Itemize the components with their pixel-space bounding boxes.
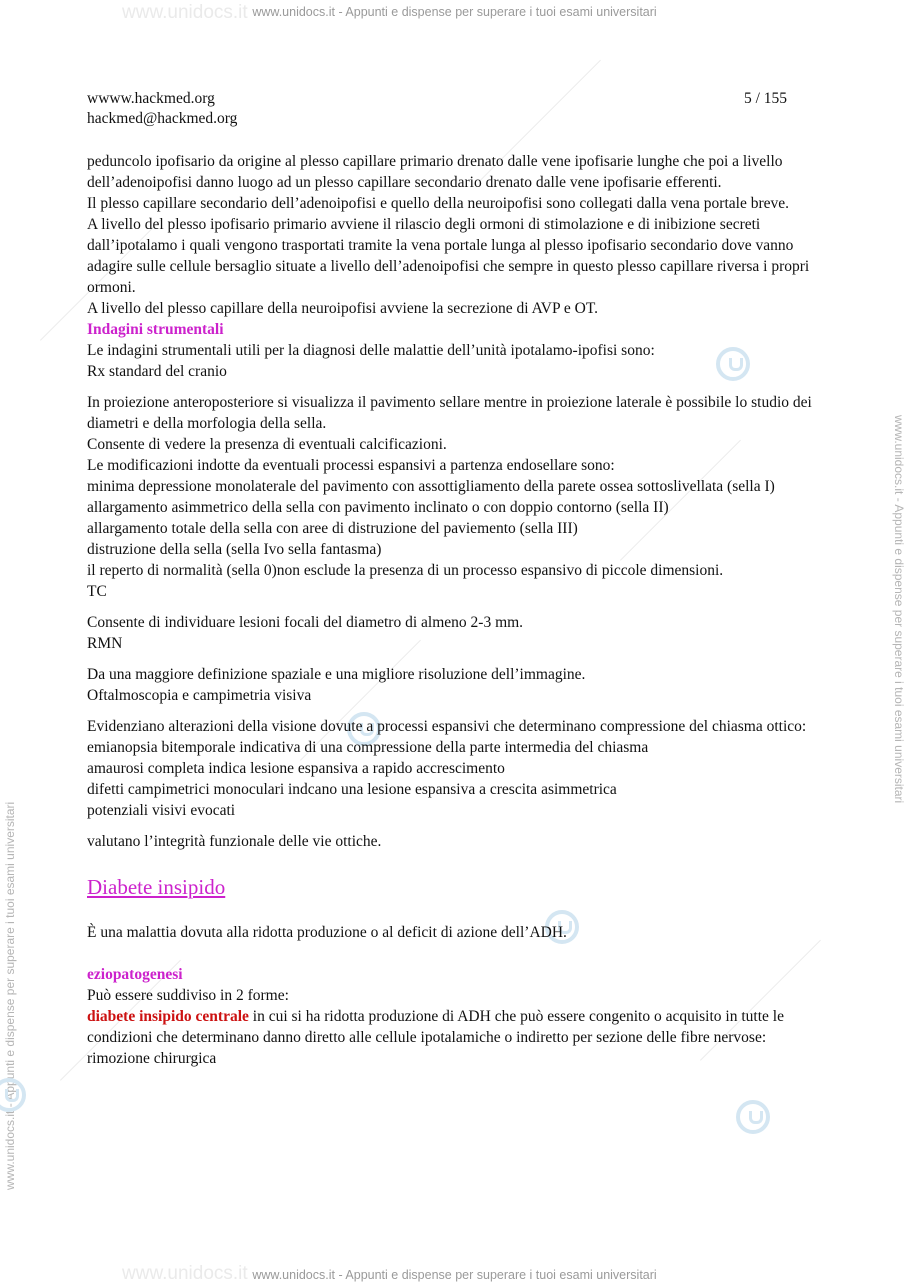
paragraph: Può essere suddiviso in 2 forme: — [87, 987, 289, 1004]
paragraph: Evidenziano alterazioni della visione dovute a processi espansivi che determinano compressione del chiasma ottico: — [87, 718, 807, 735]
item-heading-rmn: RMN — [87, 635, 123, 652]
watermark-side-right: www.unidocs.it - Appunti e dispense per superare i tuoi esami universitari — [892, 415, 906, 804]
document-body — [87, 151, 832, 1069]
paragraph: In proiezione anteroposteriore si visualizza il pavimento sellare mentre in proiezione laterale è possibile lo studio dei diametri e della morfologia della sella. — [87, 394, 812, 432]
watermark-ghost-top: www.unidocs.it — [122, 2, 248, 23]
header-website: wwww.hackmed.org — [87, 90, 215, 107]
list-item: rimozione chirurgica — [87, 1050, 217, 1067]
section-title: Diabete insipido — [87, 875, 226, 899]
paragraph: Da una maggiore definizione spaziale e una migliore risoluzione dell’immagine. — [87, 666, 586, 683]
list-item: amaurosi completa indica lesione espansiva a rapido accrescimento — [87, 760, 505, 777]
item-heading-potenziali: potenziali visivi evocati — [87, 802, 236, 819]
paragraph-diabete-centrale — [87, 1006, 832, 1048]
paragraph: Le modificazioni indotte da eventuali processi espansivi a partenza endosellare sono: — [87, 457, 615, 474]
watermark-banner-top: www.unidocs.it - Appunti e dispense per superare i tuoi esami universitari — [252, 5, 657, 19]
item-heading-oftalmoscopia: Oftalmoscopia e campimetria visiva — [87, 687, 312, 704]
watermark-logo-icon — [736, 1100, 770, 1134]
watermark-ghost-bottom: www.unidocs.it — [122, 1263, 248, 1284]
list-item: il reperto di normalità (sella 0)non esclude la presenza di un processo espansivo di piccole dimensioni. — [87, 562, 724, 579]
paragraph: È una malattia dovuta alla ridotta produzione o al deficit di azione dell’ADH. — [87, 924, 567, 941]
paragraph: Consente di individuare lesioni focali del diametro di almeno 2-3 mm. — [87, 614, 524, 631]
paragraph: Il plesso capillare secondario dell’adenoipofisi e quello della neuroipofisi sono collegati dalla vena portale breve. — [87, 195, 789, 212]
list-item: allargamento totale della sella con aree di distruzione del paviemento (sella III) — [87, 520, 578, 537]
list-item: difetti campimetrici monoculari indcano una lesione espansiva a crescita asimmetrica — [87, 781, 617, 798]
paragraph: Le indagini strumentali utili per la diagnosi delle malattie dell’unità ipotalamo-ipofisi sono: — [87, 342, 655, 359]
list-item: minima depressione monolaterale del pavimento con assottigliamento della parete ossea sottoslivellata (sella I) — [87, 478, 775, 495]
subheading-eziopatogenesi: eziopatogenesi — [87, 966, 183, 983]
subheading-indagini: Indagini strumentali — [87, 321, 224, 338]
list-item: distruzione della sella (sella Ivo sella fantasma) — [87, 541, 382, 558]
page-number: 5 / 155 — [743, 90, 787, 107]
header-email: hackmed@hackmed.org — [87, 110, 238, 127]
list-item: emianopsia bitemporale indicativa di una compressione della parte intermedia del chiasma — [87, 739, 649, 756]
page-header — [87, 89, 787, 129]
paragraph: Consente di vedere la presenza di eventuali calcificazioni. — [87, 436, 447, 453]
paragraph: A livello del plesso ipofisario primario avviene il rilascio degli ormoni di stimolazione e di inibizione secreti dall’ipotalamo i quali vengono trasportati tramite la vena portale lunga al plesso ipofisario secondario dove vanno adagire sulle cellule bersaglio situate a livello dell’adenoipofisi che sempre in questo plesso capillare riversa i propri ormoni. — [87, 216, 810, 296]
paragraph: A livello del plesso capillare della neuroipofisi avviene la secrezione di AVP e OT. — [87, 300, 599, 317]
item-heading-rx: Rx standard del cranio — [87, 363, 227, 380]
watermark-side-left: www.unidocs.it - Appunti e dispense per superare i tuoi esami universitari — [3, 801, 17, 1190]
watermark-logo-icon — [0, 1078, 26, 1112]
term-diabete-insipido-centrale: diabete insipido centrale — [87, 1008, 249, 1025]
list-item: allargamento asimmetrico della sella con pavimento inclinato o con doppio contorno (sella II) — [87, 499, 669, 516]
watermark-banner-bottom: www.unidocs.it - Appunti e dispense per superare i tuoi esami universitari — [252, 1268, 657, 1282]
paragraph: peduncolo ipofisario da origine al plesso capillare primario drenato dalle vene ipofisarie lunghe che poi a livello dell’adenoipofisi danno luogo ad un plesso capillare secondario drenato dalle vene ipofisarie efferenti. — [87, 153, 783, 191]
paragraph: valutano l’integrità funzionale delle vie ottiche. — [87, 833, 382, 850]
item-heading-tc: TC — [87, 583, 107, 600]
paragraph-text: in cui si ha ridotta produzione di ADH che può essere congenito o acquisito in tutte le condizioni che determinano danno diretto alle cellule ipotalamiche o indiretto per sezione delle fibre nervose: — [87, 1008, 784, 1046]
